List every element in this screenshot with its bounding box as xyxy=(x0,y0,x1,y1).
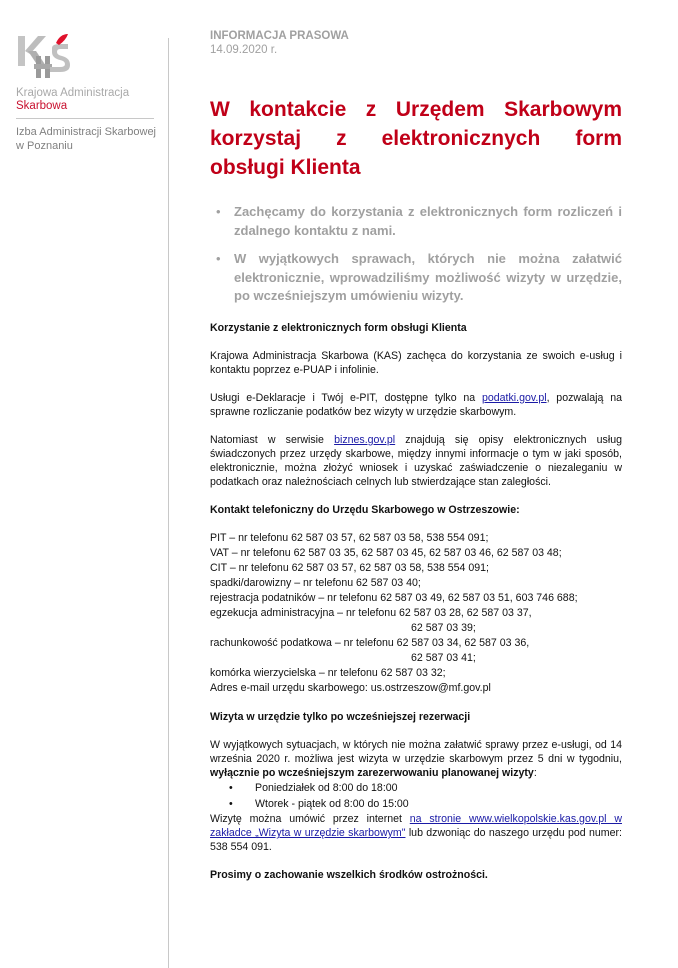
text: Wizytę można umówić przez internet xyxy=(210,813,410,825)
section-heading: Kontakt telefoniczny do Urzędu Skarbowego w Ostrzeszowie: xyxy=(210,504,520,516)
opening-hours xyxy=(210,780,622,812)
section-heading: Wizyta w urzędzie tylko po wcześniejszej rezerwacji xyxy=(210,711,471,723)
contact-line: rejestracja podatników – nr telefonu 62 587 03 49, 62 587 03 51, 603 746 688; xyxy=(210,592,578,604)
page-title xyxy=(210,95,622,182)
contact-line: CIT – nr telefonu 62 587 03 57, 62 587 03 58, 538 554 091; xyxy=(210,562,489,574)
contact-line: VAT – nr telefonu 62 587 03 35, 62 587 03 45, 62 587 03 46, 62 587 03 48; xyxy=(210,547,562,559)
text: W wyjątkowych sytuacjach, w których nie można załatwić sprawy przez e-usługi, od 14 września 2020 r. możliwa jest wizyta w urzędzie skarbowym przez 5 dni w tygodniu, xyxy=(210,739,622,765)
title-line: obsługi Klienta xyxy=(210,156,361,179)
org-unit-line2: w Poznaniu xyxy=(16,140,73,152)
body-text xyxy=(210,321,622,896)
section-heading: Korzystanie z elektronicznych form obsługi Klienta xyxy=(210,322,467,334)
text: : xyxy=(533,767,537,779)
contact-list xyxy=(210,531,622,696)
lead-item: • W wyjątkowych sprawach, których nie można załatwić elektronicznie, wprowadziliśmy możliwość wizyty w urzędzie, po wcześniejszym umówieniu wizyty. xyxy=(210,250,622,306)
contact-email-line: Adres e-mail urzędu skarbowego: us.ostrzeszow@mf.gov.pl xyxy=(210,682,491,694)
contact-line: 62 587 03 41; xyxy=(411,652,476,664)
paragraph: Krajowa Administracja Skarbowa (KAS) zachęca do korzystania ze swoich e-usług i kontaktu poprzez e-PUAP i infolinie. xyxy=(210,350,622,376)
kas-logo-icon xyxy=(16,34,76,84)
org-name-line2: Skarbowa xyxy=(16,100,68,112)
contact-line: egzekucja administracyjna – nr telefonu 62 587 03 28, 62 587 03 37, xyxy=(210,607,532,619)
contact-line: komórka wierzycielska – nr telefonu 62 587 03 32; xyxy=(210,667,446,679)
sidebar xyxy=(0,0,170,960)
title-line: W kontakcie z Urzędem Skarbowym xyxy=(210,98,622,121)
biznes-link[interactable]: biznes.gov.pl xyxy=(334,434,396,446)
org-name-line1: Krajowa Administracja xyxy=(16,87,130,99)
org-unit-line1: Izba Administracji Skarbowej xyxy=(16,126,157,138)
org-divider xyxy=(16,118,154,119)
paragraph xyxy=(210,391,622,419)
closing-note: Prosimy o zachowanie wszelkich środków ostrożności. xyxy=(210,869,488,881)
hours-item: • Wtorek - piątek od 8:00 do 15:00 xyxy=(210,796,622,812)
text: lub dzwoniąc do naszego urzędu pod numer: 538 554 091. xyxy=(210,827,622,853)
lead-list xyxy=(210,203,622,316)
lead-item: • Zachęcamy do korzystania z elektronicznych form rozliczeń i zdalnego kontaktu z nami. xyxy=(210,203,622,240)
podatki-link[interactable]: podatki.gov.pl xyxy=(481,392,547,404)
kicker: INFORMACJA PRASOWA xyxy=(210,30,349,42)
org-unit xyxy=(16,125,166,153)
kas-wizyta-link[interactable]: na stronie www.wielkopolskie.kas.gov.pl w zakładce „Wizyta w urzędzie skarbowym" xyxy=(210,813,622,839)
vertical-divider xyxy=(168,38,169,968)
paragraph xyxy=(210,812,622,854)
contact-line: rachunkowość podatkowa – nr telefonu 62 587 03 34, 62 587 03 36, xyxy=(210,637,530,649)
contact-line: spadki/darowizny – nr telefonu 62 587 03 40; xyxy=(210,577,421,589)
text: Usługi e-Deklaracje i Twój e-PIT, dostępne tylko na xyxy=(210,392,482,404)
paragraph xyxy=(210,738,622,780)
contact-line: PIT – nr telefonu 62 587 03 57, 62 587 03 58, 538 554 091; xyxy=(210,532,489,544)
text: , pozwalają na sprawne rozliczanie podatków bez wizyty w urzędzie skarbowym. xyxy=(210,392,622,418)
text: znajdują się opisy elektronicznych usług świadczonych przez urzędy skarbowe, między innymi informacje o tym w jaki sposób, elektronicznie, można złożyć wniosek i uzyskać zaświadczenie o niezaleganiu w podatkach oraz należnościach celnych lub stwierdzające stan zaległości. xyxy=(210,434,622,488)
contact-line: 62 587 03 39; xyxy=(411,622,476,634)
title-line: korzystaj z elektronicznych form xyxy=(210,127,622,150)
hours-item: • Poniedziałek od 8:00 do 18:00 xyxy=(210,780,622,796)
text: Natomiast w serwisie xyxy=(210,434,335,446)
paragraph xyxy=(210,433,622,489)
bold-text: wyłącznie po wcześniejszym zarezerwowaniu planowanej wizyty xyxy=(210,767,534,779)
release-date: 14.09.2020 r. xyxy=(210,44,278,56)
